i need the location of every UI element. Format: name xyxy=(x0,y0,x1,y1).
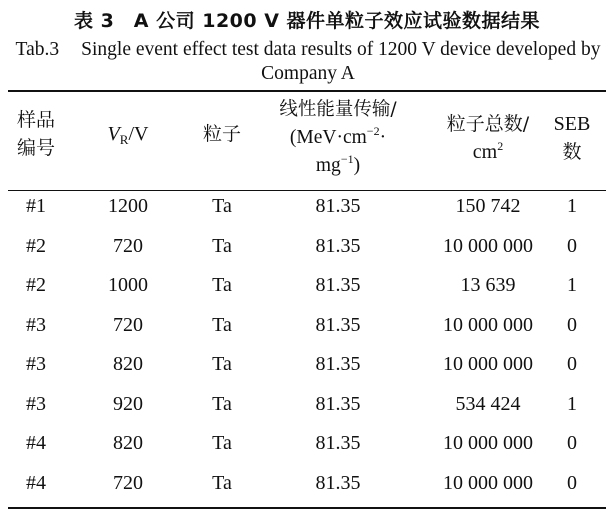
seb-count-cell: 0 xyxy=(567,432,577,454)
seb-count-cell: 1 xyxy=(567,274,577,296)
seb-count-cell: 0 xyxy=(567,353,577,375)
fluence-cell: 10 000 000 xyxy=(443,353,533,375)
voltage-cell: 720 xyxy=(113,472,143,494)
particle-cell: Ta xyxy=(212,393,232,415)
sample-id-cell: #1 xyxy=(26,195,46,217)
header-voltage-unit: /V xyxy=(128,123,149,145)
fluence-cell: 10 000 000 xyxy=(443,314,533,336)
fluence-cell: 10 000 000 xyxy=(443,235,533,257)
sample-id-cell: #2 xyxy=(26,235,46,257)
header-voltage-subscript: R xyxy=(119,132,129,147)
particle-cell: Ta xyxy=(212,235,232,257)
header-seb-line2: 数 xyxy=(562,141,582,163)
table-header-rule xyxy=(8,190,606,191)
fluence-cell: 10 000 000 xyxy=(443,472,533,494)
sample-id-cell: #4 xyxy=(26,432,46,454)
particle-cell: Ta xyxy=(212,472,232,494)
voltage-cell: 1000 xyxy=(108,274,148,296)
particle-cell: Ta xyxy=(212,274,232,296)
seb-count-cell: 1 xyxy=(567,195,577,217)
header-fluence-line2: $cm^2$ xyxy=(472,139,504,163)
header-fluence-line1: 粒子总数/ xyxy=(446,113,530,135)
let-cell: 81.35 xyxy=(315,195,361,217)
particle-cell: Ta xyxy=(212,195,232,217)
header-seb-line1: SEB xyxy=(553,113,591,135)
header-sample-line1: 样品 xyxy=(16,109,55,131)
table-caption-english-text: Single event effect test data results of 1200 V device developed by Company A xyxy=(81,39,601,84)
table-number-label: Tab.3 xyxy=(15,39,60,60)
header-fluence xyxy=(420,110,556,166)
voltage-cell: 720 xyxy=(113,235,143,257)
let-cell: 81.35 xyxy=(315,314,361,336)
particle-cell: Ta xyxy=(212,353,232,375)
sample-id-cell: #3 xyxy=(26,314,46,336)
table-caption-chinese: 表 3 A 公司 1200 V 器件单粒子效应试验数据结果 xyxy=(73,10,541,32)
seb-count-cell: 1 xyxy=(567,393,577,415)
let-cell: 81.35 xyxy=(315,472,361,494)
header-let-line2: ($MeV\cdot cm^{-2}\cdot$ xyxy=(289,124,387,148)
table-caption-english xyxy=(10,38,606,86)
header-voltage-symbol: V xyxy=(107,123,120,145)
sample-id-cell: #3 xyxy=(26,353,46,375)
header-let xyxy=(256,96,420,180)
header-sample-line2: 编号 xyxy=(16,137,55,159)
sample-id-cell: #3 xyxy=(26,393,46,415)
header-seb-count xyxy=(542,110,602,166)
fluence-cell: 10 000 000 xyxy=(443,432,533,454)
particle-cell: Ta xyxy=(212,314,232,336)
header-let-line1: 线性能量传输/ xyxy=(279,99,397,120)
header-voltage xyxy=(84,120,172,148)
fluence-cell: 13 639 xyxy=(460,274,516,296)
voltage-cell: 920 xyxy=(113,393,143,415)
let-cell: 81.35 xyxy=(315,235,361,257)
fluence-cell: 534 424 xyxy=(455,393,521,415)
seb-count-cell: 0 xyxy=(567,314,577,336)
header-let-line3: $mg^{-1}$) xyxy=(315,152,361,176)
fluence-cell: 150 742 xyxy=(455,195,521,217)
let-cell: 81.35 xyxy=(315,353,361,375)
header-particle: 粒子 xyxy=(202,123,241,145)
seb-count-cell: 0 xyxy=(567,235,577,257)
seb-count-cell: 0 xyxy=(567,472,577,494)
header-sample-id xyxy=(8,106,64,162)
voltage-cell: 820 xyxy=(113,353,143,375)
table-top-rule xyxy=(8,90,606,92)
let-cell: 81.35 xyxy=(315,432,361,454)
sample-id-cell: #4 xyxy=(26,472,46,494)
voltage-cell: 1200 xyxy=(108,195,148,217)
sample-id-cell: #2 xyxy=(26,274,46,296)
let-cell: 81.35 xyxy=(315,393,361,415)
particle-cell: Ta xyxy=(212,432,232,454)
let-cell: 81.35 xyxy=(315,274,361,296)
voltage-cell: 820 xyxy=(113,432,143,454)
table-bottom-rule xyxy=(8,507,606,509)
voltage-cell: 720 xyxy=(113,314,143,336)
